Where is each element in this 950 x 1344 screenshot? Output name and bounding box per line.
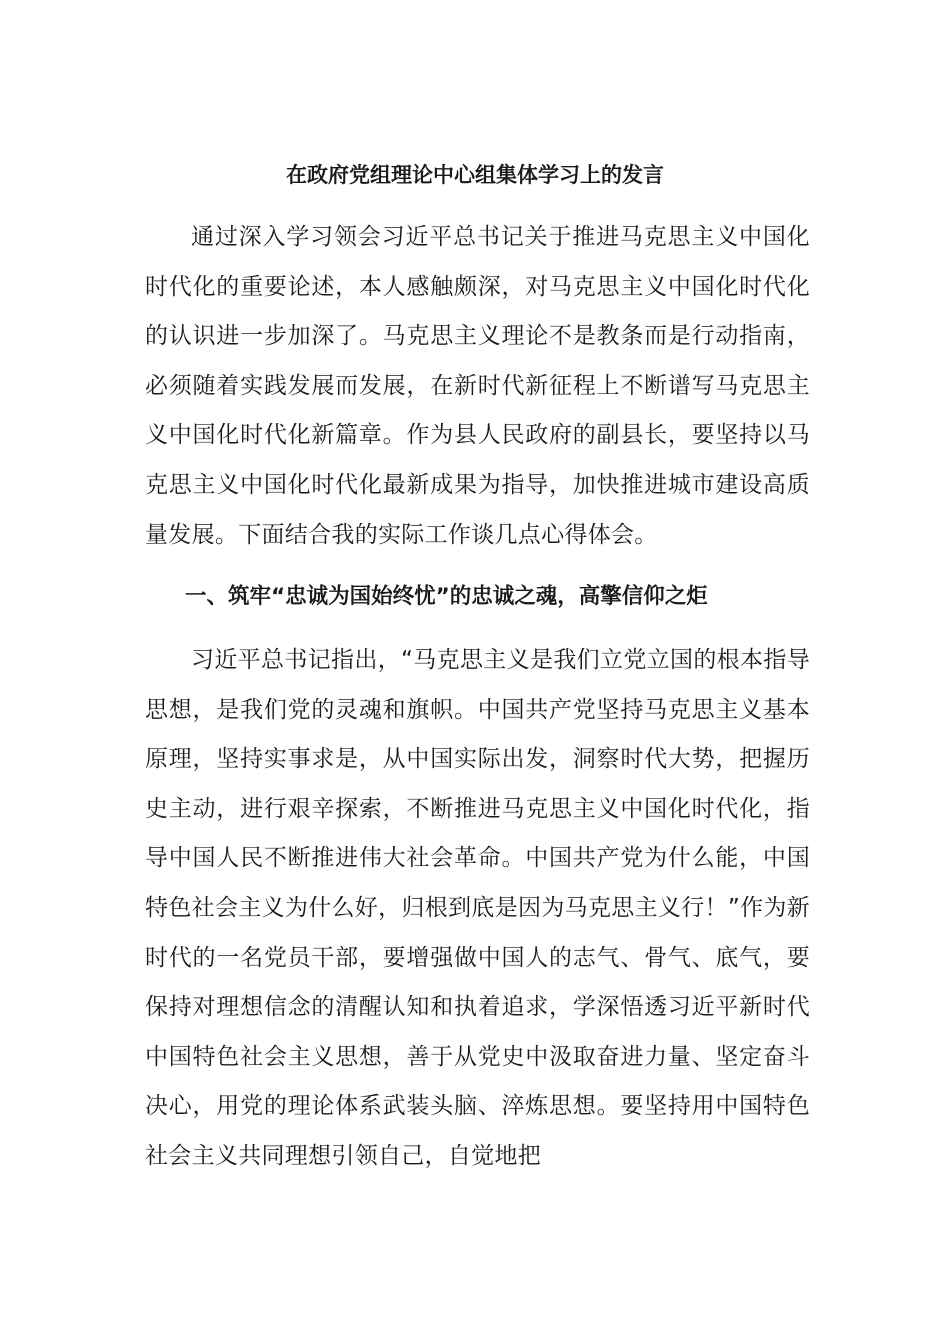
section-heading-1: 一、筑牢“忠诚为国始终忧”的忠诚之魂，高擎信仰之炬 — [185, 584, 708, 609]
paragraph-intro: 通过深入学习领会习近平总书记关于推进马克思主义中国化时代化的重要论述，本人感触颇深，对马克思主义中国化时代化的认识进一步加深了。马克思主义理论不是教条而是行动指南，必须随着实践发展而发展，在新时代新征程上不断谱写马克思主义中国化时代化新篇章。作为县人民政府的副县长，要坚持以马克思主义中国化时代化最新成果为指导，加快推进城市建设高质量发展。下面结合我的实际工作谈几点心得体会。 — [145, 224, 810, 548]
document-title: 在政府党组理论中心组集体学习上的发言 — [286, 163, 664, 187]
paragraph-section-1: 习近平总书记指出，“马克思主义是我们立党立国的根本指导思想，是我们党的灵魂和旗帜。中国共产党坚持马克思主义基本原理，坚持实事求是，从中国实际出发，洞察时代大势，把握历史主动，进行艰辛探索，不断推进马克思主义中国化时代化，指导中国人民不断推进伟大社会革命。中国共产党为什么能，中国特色社会主义为什么好，归根到底是因为马克思主义行！”作为新时代的一名党员干部，要增强做中国人的志气、骨气、底气，要保持对理想信念的清醒认知和执着追求，学深悟透习近平新时代中国特色社会主义思想，善于从党史中汲取奋进力量、坚定奋斗决心，用党的理论体系武装头脑、淬炼思想。要坚持用中国特色社会主义共同理想引领自己，自觉地把 — [145, 647, 810, 1169]
